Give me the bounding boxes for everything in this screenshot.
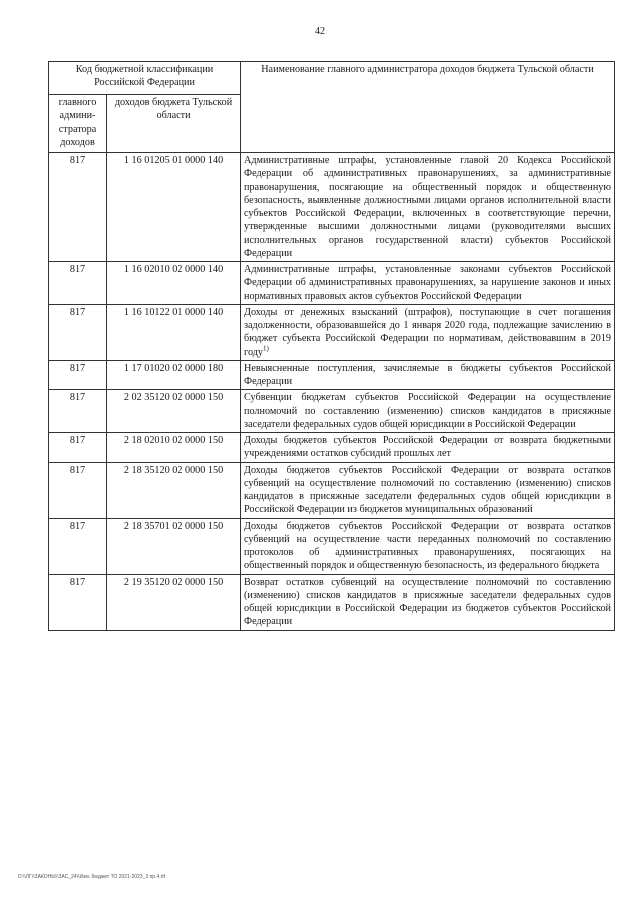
revenue-name-cell bbox=[241, 262, 615, 305]
header-revenue-code: доходов бюджета Тульской области bbox=[107, 95, 241, 153]
revenue-name-cell bbox=[241, 304, 615, 360]
footnote-marker: 1) bbox=[263, 344, 269, 353]
revenue-code-cell: 2 19 35120 02 0000 150 bbox=[107, 574, 241, 630]
revenue-name-text: Доходы бюджетов субъектов Российской Федерации от возврата остатков субвенций на осуществление полномочий по составлению (изменению) списков кандидатов в присяжные заседатели федеральных судов общей юрисдикции в Российской Федерации из бюджетов муниципальных образований bbox=[244, 464, 612, 516]
table-row bbox=[49, 304, 615, 360]
revenue-code-cell: 2 02 35120 02 0000 150 bbox=[107, 390, 241, 433]
header-administrator-name: Наименование главного администратора доходов бюджета Тульской области bbox=[241, 62, 615, 153]
admin-code-cell: 817 bbox=[49, 262, 107, 305]
admin-code-cell: 817 bbox=[49, 390, 107, 433]
revenue-name-text: Доходы от денежных взысканий (штрафов), поступающие в счет погашения задолженности, образовавшейся до 1 января 2020 года, подлежащие зачислению в бюджет субъекта Российской Федерации по нормативам, действовавшим в 2019 году bbox=[244, 306, 612, 358]
table-row bbox=[49, 518, 615, 574]
revenue-name-text: Невыясненные поступления, зачисляемые в бюджеты субъектов Российской Федерации bbox=[244, 362, 612, 387]
revenue-name-cell bbox=[241, 390, 615, 433]
table-row bbox=[49, 462, 615, 518]
revenue-name-cell bbox=[241, 574, 615, 630]
admin-code-cell: 817 bbox=[49, 574, 107, 630]
revenue-codes-table bbox=[48, 61, 615, 631]
revenue-code-cell: 1 16 01205 01 0000 140 bbox=[107, 153, 241, 262]
revenue-name-text: Субвенции бюджетам субъектов Российской Федерации на осуществление полномочий по составлению (изменению) списков кандидатов в присяжные заседатели федеральных судов общей юрисдикции в Российской Федерации bbox=[244, 392, 612, 430]
revenue-name-text: Административные штрафы, установленные главой 20 Кодекса Российской Федерации об административных правонарушениях, за административные правонарушения, посягающие на общественный порядок и общественную безопасность, выявленные должностными лицами органов исполнительной власти субъектов Российской Федерации, включенных в соответствующие перечни, утвержденные высшими должностными лицами (руководителями высших исполнительных органов государственной власти) субъектов Российской Федерации bbox=[244, 155, 612, 259]
revenue-code-cell: 1 16 10122 01 0000 140 bbox=[107, 304, 241, 360]
revenue-code-cell: 1 16 02010 02 0000 140 bbox=[107, 262, 241, 305]
revenue-code-cell: 2 18 35120 02 0000 150 bbox=[107, 462, 241, 518]
admin-code-cell: 817 bbox=[49, 433, 107, 463]
header-admin-code: главного админи-стратора доходов bbox=[49, 95, 107, 153]
revenue-code-cell: 2 18 35701 02 0000 150 bbox=[107, 518, 241, 574]
revenue-name-cell bbox=[241, 153, 615, 262]
table-row bbox=[49, 390, 615, 433]
revenue-code-cell: 1 17 01020 02 0000 180 bbox=[107, 360, 241, 390]
file-path-footer: D:\\ЛГ\\ЗАКОНЫ\\ЗАС_24\\Изм. бюджет ТО 2021-2023_3 пр.4.rtf bbox=[18, 874, 166, 880]
revenue-name-cell bbox=[241, 462, 615, 518]
revenue-name-cell bbox=[241, 518, 615, 574]
revenue-code-cell: 2 18 02010 02 0000 150 bbox=[107, 433, 241, 463]
table-body bbox=[49, 153, 615, 631]
table-row bbox=[49, 262, 615, 305]
table-row bbox=[49, 433, 615, 463]
revenue-name-text: Доходы бюджетов субъектов Российской Федерации от возврата бюджетными учреждениями остатков субсидий прошлых лет bbox=[244, 435, 612, 460]
revenue-name-text: Административные штрафы, установленные законами субъектов Российской Федерации об административных правонарушениях, за нарушение законов и иных нормативных правовых актов субъектов Российской Федерации bbox=[244, 264, 612, 302]
table-row bbox=[49, 360, 615, 390]
admin-code-cell: 817 bbox=[49, 153, 107, 262]
table-row bbox=[49, 574, 615, 630]
admin-code-cell: 817 bbox=[49, 518, 107, 574]
admin-code-cell: 817 bbox=[49, 360, 107, 390]
revenue-name-cell bbox=[241, 433, 615, 463]
revenue-name-text: Возврат остатков субвенций на осуществление полномочий по составлению (изменению) списков кандидатов в присяжные заседатели федеральных судов общей юрисдикции в Российской Федерации из бюджетов субъектов Российской Федерации bbox=[244, 576, 612, 628]
admin-code-cell: 817 bbox=[49, 462, 107, 518]
revenue-name-text: Доходы бюджетов субъектов Российской Федерации от возврата остатков субвенций на осуществление части переданных полномочий по составлению протоколов об административных правонарушениях, посягающих на общественный порядок и общественную безопасность, из федерального бюджета bbox=[244, 520, 612, 572]
page-number: 42 bbox=[315, 26, 325, 37]
admin-code-cell: 817 bbox=[49, 304, 107, 360]
revenue-name-cell bbox=[241, 360, 615, 390]
table-row bbox=[49, 153, 615, 262]
header-classification-code: Код бюджетной классификации Российской Федерации bbox=[49, 62, 241, 95]
